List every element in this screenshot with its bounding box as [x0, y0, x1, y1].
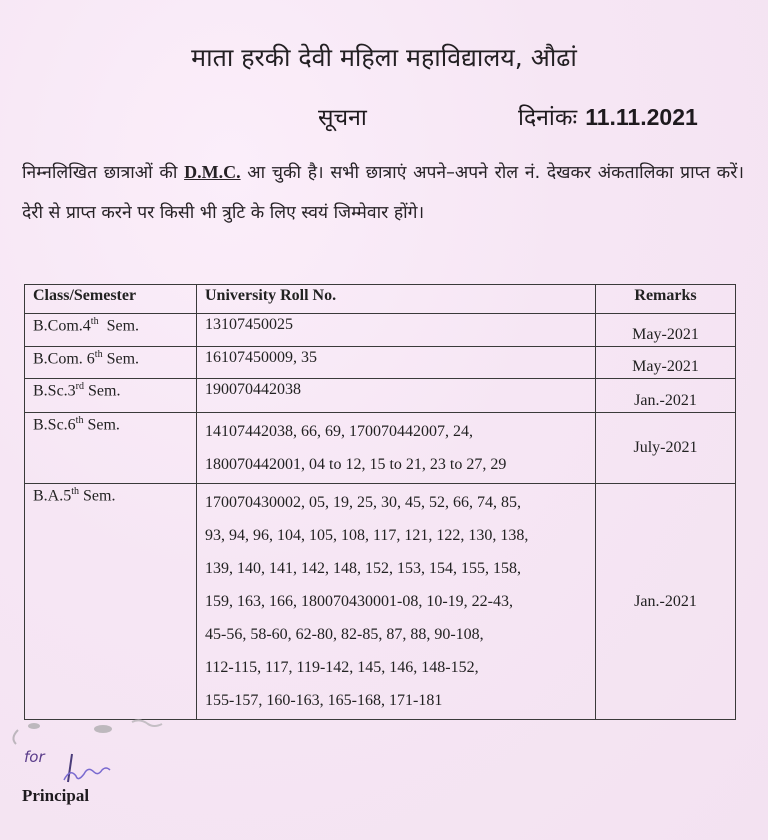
header-class: Class/Semester — [25, 285, 197, 314]
roll-line: 13107450025 — [205, 316, 293, 333]
class-sem: Sem. — [102, 350, 140, 368]
notice-heading: सूचना — [318, 105, 367, 131]
stamp-smudge-icon — [0, 712, 200, 752]
class-sem: Sem. — [83, 416, 120, 434]
roll-line: 159, 163, 166, 180070430001-08, 10-19, 22-43, — [205, 593, 513, 610]
notice-paragraph — [22, 152, 744, 233]
class-cell — [25, 347, 197, 379]
class-sup: th — [90, 316, 99, 327]
remarks-cell: May-2021 — [596, 347, 736, 379]
for-label: for — [24, 748, 45, 766]
table-row — [25, 347, 736, 379]
dmc-term: D.M.C. — [184, 162, 241, 182]
class-cell — [25, 484, 197, 720]
class-sup: th — [71, 486, 80, 497]
roll-line: 93, 94, 96, 104, 105, 108, 117, 121, 122, 130, 138, — [205, 527, 529, 544]
class-sup: rd — [75, 381, 85, 392]
class-sup: th — [94, 349, 103, 360]
signatory-title: Principal — [22, 786, 90, 805]
class-name: B.Com.4 — [33, 317, 91, 335]
class-name: B.Sc.6 — [33, 416, 76, 434]
roll-line: 45-56, 58-60, 62-80, 82-85, 87, 88, 90-108, — [205, 626, 484, 643]
class-name: B.A.5 — [33, 487, 72, 505]
remarks-cell: Jan.-2021 — [596, 484, 736, 720]
roll-cell — [197, 314, 596, 347]
paragraph-part1: निम्नलिखित छात्राओं की — [22, 163, 185, 183]
roll-line: 170070430002, 05, 19, 25, 30, 45, 52, 66, 74, 85, — [205, 494, 521, 511]
roll-line: 190070442038 — [205, 381, 301, 398]
remarks-cell: Jan.-2021 — [596, 379, 736, 413]
class-sem: Sem. — [98, 317, 140, 335]
roll-line: 139, 140, 141, 142, 148, 152, 153, 154, 155, 158, — [205, 560, 521, 577]
roll-line: 155-157, 160-163, 165-168, 171-181 — [205, 692, 443, 709]
roll-line: 14107442038, 66, 69, 170070442007, 24, — [205, 423, 473, 440]
roll-cell — [197, 379, 596, 413]
roll-line: 180070442001, 04 to 12, 15 to 21, 23 to 27, 29 — [205, 456, 507, 473]
remarks-cell: May-2021 — [596, 314, 736, 347]
class-sem: Sem. — [84, 382, 121, 400]
table-row — [25, 314, 736, 347]
table-row — [25, 379, 736, 413]
paragraph-part2: आ चुकी है। सभी छात्राएं अपने–अपने रोल नं. देखकर अंकतालिका प्राप्त करें। देरी से प्राप्त करने पर किसी भी त्रुटि के लिए स्वयं जिम्मेवार होंगे। — [22, 163, 744, 223]
table-row — [25, 413, 736, 484]
notice-date — [518, 100, 698, 132]
college-name: माता हरकी देवी महिला महाविद्यालय, औढां — [191, 43, 577, 72]
table-row — [25, 484, 736, 720]
class-cell — [25, 379, 197, 413]
class-name: B.Sc.3 — [33, 382, 76, 400]
class-cell — [25, 413, 197, 484]
roll-cell — [197, 484, 596, 720]
date-value: 11.11.2021 — [585, 104, 698, 130]
roll-line: 112-115, 117, 119-142, 145, 146, 148-152, — [205, 659, 479, 676]
class-sup: th — [75, 415, 84, 426]
roll-cell — [197, 347, 596, 379]
class-cell — [25, 314, 197, 347]
roll-line: 16107450009, 35 — [205, 349, 317, 366]
header-remarks: Remarks — [596, 285, 736, 314]
remarks-cell: July-2021 — [596, 413, 736, 484]
class-name: B.Com. 6 — [33, 350, 95, 368]
class-sem: Sem. — [79, 487, 116, 505]
dmc-table — [24, 284, 736, 720]
roll-cell — [197, 413, 596, 484]
date-label: दिनांकः — [518, 105, 578, 131]
header-roll: University Roll No. — [197, 285, 596, 314]
table-header-row — [25, 285, 736, 314]
